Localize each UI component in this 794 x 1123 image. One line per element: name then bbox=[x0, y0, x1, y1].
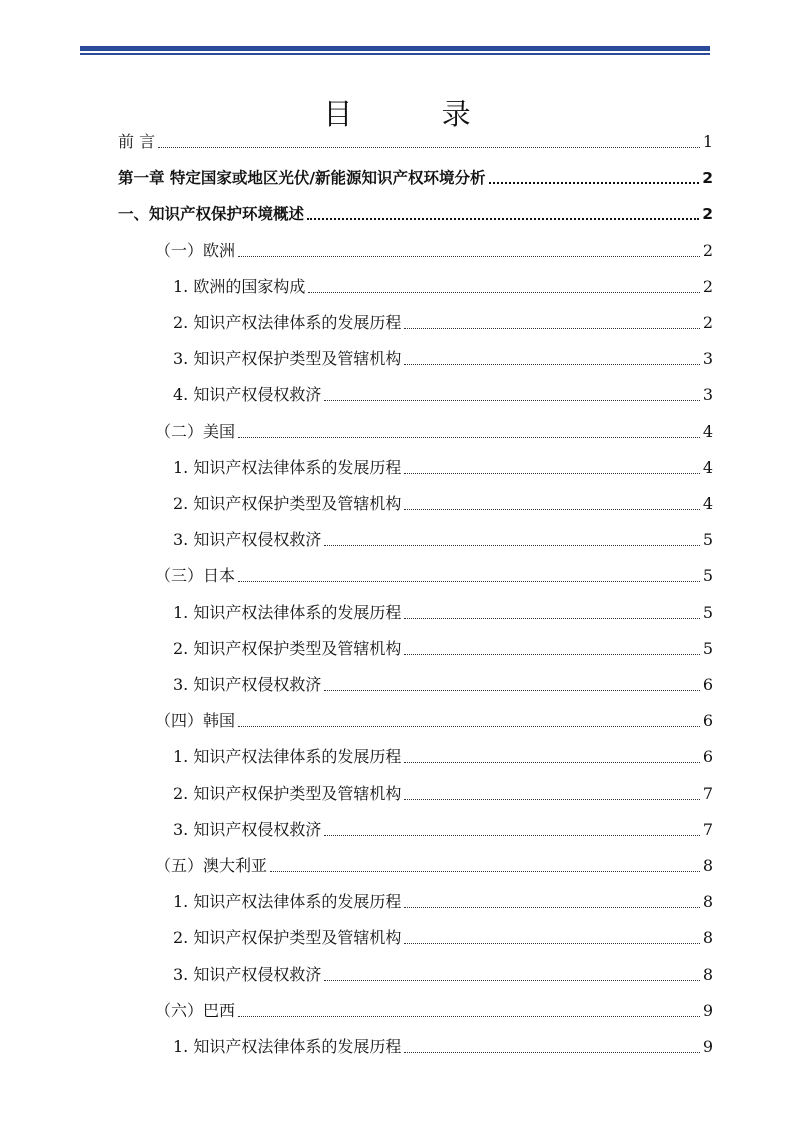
toc-page-number: 5 bbox=[702, 530, 713, 550]
toc-page-number: 8 bbox=[702, 928, 713, 948]
toc-page-number: 2 bbox=[702, 276, 713, 296]
toc-page-number: 8 bbox=[702, 892, 713, 912]
toc-leader-dots bbox=[308, 292, 699, 293]
toc-entry[interactable] bbox=[118, 130, 713, 154]
toc-entry-label: 1. 知识产权法律体系的发展历程 bbox=[173, 1037, 402, 1056]
toc-entry[interactable] bbox=[155, 709, 713, 733]
toc-entry[interactable] bbox=[155, 420, 713, 444]
toc-page-number: 3 bbox=[702, 385, 713, 405]
toc-entry-label: 2. 知识产权保护类型及管辖机构 bbox=[173, 783, 402, 803]
toc-leader-dots bbox=[324, 980, 699, 981]
toc-page-number: 4 bbox=[702, 457, 713, 477]
toc-entry[interactable] bbox=[173, 601, 713, 625]
toc-entry-label: 1. 知识产权法律体系的发展历程 bbox=[173, 892, 402, 912]
toc-entry[interactable] bbox=[173, 456, 713, 480]
toc-entry[interactable] bbox=[173, 890, 713, 914]
toc-entry[interactable] bbox=[173, 963, 713, 987]
toc-entry-label: 3. 知识产权侵权救济 bbox=[173, 530, 322, 550]
toc-entry[interactable] bbox=[155, 239, 713, 263]
toc-page-number: 7 bbox=[702, 819, 713, 839]
toc-entry[interactable] bbox=[173, 673, 713, 697]
toc-page-number: 9 bbox=[702, 1000, 713, 1020]
toc-entry[interactable] bbox=[173, 637, 713, 661]
toc-entry-label: 1. 欧洲的国家构成 bbox=[173, 276, 306, 296]
toc-leader-dots bbox=[404, 473, 699, 474]
toc-page-number: 4 bbox=[702, 421, 713, 441]
header-rule bbox=[80, 46, 710, 55]
toc-page-number: 6 bbox=[702, 675, 713, 694]
toc-entry-label: 4. 知识产权侵权救济 bbox=[173, 385, 322, 405]
toc-leader-dots bbox=[324, 690, 699, 691]
toc-page-number: 7 bbox=[702, 783, 713, 803]
toc-page-number: 2 bbox=[702, 169, 713, 188]
toc-leader-dots bbox=[324, 835, 699, 836]
toc-page-number: 1 bbox=[702, 132, 713, 151]
toc-page-number: 5 bbox=[702, 602, 713, 622]
toc-page-number: 4 bbox=[702, 494, 713, 513]
toc-entry[interactable] bbox=[155, 854, 713, 878]
toc-entry-label: 3. 知识产权保护类型及管辖机构 bbox=[173, 349, 402, 369]
toc-leader-dots bbox=[404, 328, 699, 329]
toc-page-number: 5 bbox=[702, 638, 713, 658]
toc-entry-label: （三）日本 bbox=[155, 566, 236, 586]
toc-entry-label: （二）美国 bbox=[155, 421, 236, 441]
toc-entry[interactable] bbox=[173, 311, 713, 335]
toc-leader-dots bbox=[238, 726, 700, 727]
toc-leader-dots bbox=[324, 400, 699, 401]
toc-leader-dots bbox=[404, 364, 699, 365]
toc-leader-dots bbox=[404, 799, 699, 800]
toc-entry-label: 一、知识产权保护环境概述 bbox=[118, 205, 305, 224]
toc-entry[interactable] bbox=[173, 745, 713, 769]
toc-leader-dots bbox=[404, 907, 699, 908]
toc-entry-label: 2. 知识产权保护类型及管辖机构 bbox=[173, 494, 402, 513]
toc-leader-dots bbox=[324, 545, 699, 546]
toc-entry-label: 3. 知识产权侵权救济 bbox=[173, 964, 322, 984]
toc-page-number: 9 bbox=[702, 1037, 713, 1056]
toc-page-number: 2 bbox=[702, 205, 713, 224]
toc-page-number: 6 bbox=[702, 747, 713, 767]
toc-entry-label: 3. 知识产权侵权救济 bbox=[173, 819, 322, 839]
toc-entry[interactable] bbox=[118, 166, 713, 190]
toc-entry[interactable] bbox=[173, 528, 713, 552]
toc-entry-label: 1. 知识产权法律体系的发展历程 bbox=[173, 747, 402, 767]
toc-entry-label: （五）澳大利亚 bbox=[155, 856, 268, 875]
toc-leader-dots bbox=[404, 943, 699, 944]
toc-leader-dots bbox=[238, 256, 700, 257]
toc-entry-label: 1. 知识产权法律体系的发展历程 bbox=[173, 602, 402, 622]
toc-entry-label: 2. 知识产权保护类型及管辖机构 bbox=[173, 638, 402, 658]
toc-title: 目 录 bbox=[323, 97, 511, 131]
toc-entry[interactable] bbox=[173, 347, 713, 371]
toc-entry-label: 第一章 特定国家或地区光伏/新能源知识产权环境分析 bbox=[118, 169, 486, 188]
toc-page-number: 8 bbox=[702, 964, 713, 984]
toc-leader-dots bbox=[489, 182, 700, 184]
toc-page-number: 8 bbox=[702, 856, 713, 875]
toc-page-number: 2 bbox=[702, 313, 713, 332]
toc-entry[interactable] bbox=[155, 999, 713, 1023]
toc-leader-dots bbox=[238, 581, 700, 582]
toc-entry[interactable] bbox=[173, 818, 713, 842]
toc-entry-label: （一）欧洲 bbox=[155, 240, 236, 260]
toc-leader-dots bbox=[404, 762, 699, 763]
toc-leader-dots bbox=[404, 509, 699, 510]
toc-entry-label: 3. 知识产权侵权救济 bbox=[173, 675, 322, 694]
toc-entry[interactable] bbox=[173, 782, 713, 806]
toc-entry-label: 2. 知识产权法律体系的发展历程 bbox=[173, 313, 402, 332]
toc-page-number: 2 bbox=[702, 240, 713, 260]
toc-entry-label: （四）韩国 bbox=[155, 711, 236, 731]
toc-page-number: 6 bbox=[702, 711, 713, 731]
toc-entry[interactable] bbox=[173, 383, 713, 407]
toc-entry[interactable] bbox=[173, 275, 713, 299]
toc-entry-label: 前 言 bbox=[118, 132, 156, 151]
toc-entry[interactable] bbox=[173, 926, 713, 950]
toc-leader-dots bbox=[404, 1052, 699, 1053]
toc-leader-dots bbox=[270, 871, 700, 872]
toc-entry-label: 2. 知识产权保护类型及管辖机构 bbox=[173, 928, 402, 948]
toc-page-number: 5 bbox=[702, 566, 713, 586]
toc-entry-label: 1. 知识产权法律体系的发展历程 bbox=[173, 457, 402, 477]
toc-leader-dots bbox=[238, 1016, 700, 1017]
toc-leader-dots bbox=[238, 437, 700, 438]
toc-leader-dots bbox=[404, 618, 699, 619]
toc-entry[interactable] bbox=[173, 492, 713, 516]
toc-entry[interactable] bbox=[173, 1035, 713, 1059]
toc-leader-dots bbox=[404, 654, 699, 655]
toc-entry[interactable] bbox=[155, 564, 713, 588]
toc-leader-dots bbox=[307, 218, 699, 220]
toc-entry-label: （六）巴西 bbox=[155, 1000, 236, 1020]
toc-leader-dots bbox=[158, 147, 700, 148]
toc-entry[interactable] bbox=[118, 202, 713, 226]
toc-page-number: 3 bbox=[702, 349, 713, 369]
